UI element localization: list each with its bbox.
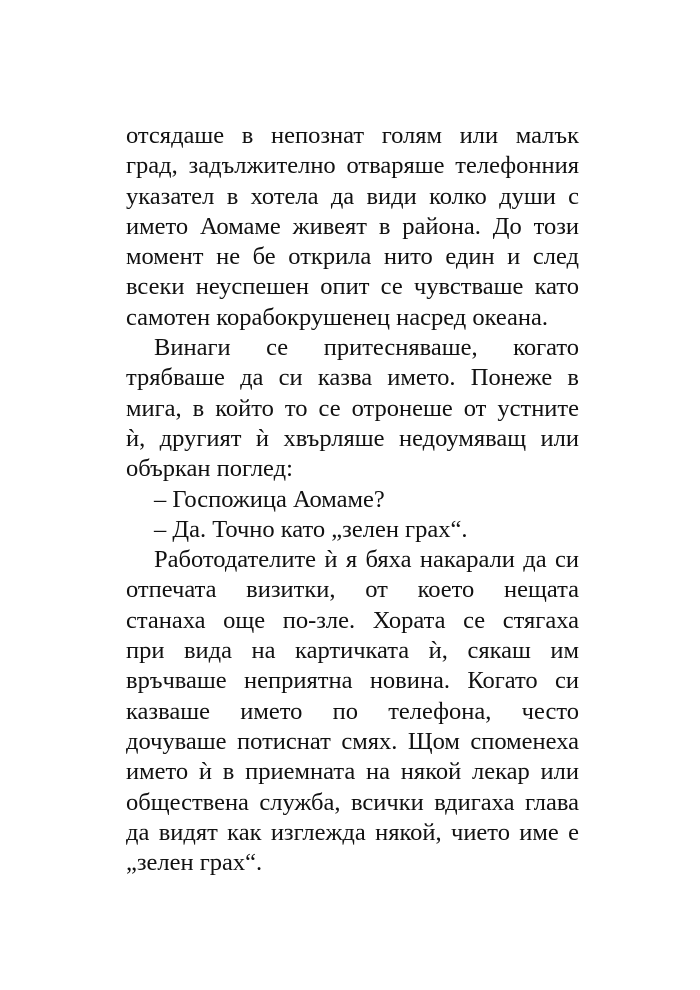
text-line: връчваше неприятна новина. Когато си bbox=[126, 667, 579, 695]
text-line: станаха още по-зле. Хората се стягаха bbox=[126, 606, 579, 634]
text-line: отсядаше в непознат голям или малък bbox=[126, 122, 579, 149]
text-line: при вида на картичката ѝ, сякаш им bbox=[126, 637, 579, 665]
body-text bbox=[126, 121, 579, 878]
text-line: град, задължително отваряше телефонния bbox=[126, 152, 579, 180]
text-line: указател в хотела да види колко души с bbox=[126, 182, 579, 210]
text-line: дочуваше потиснат смях. Щом споменеха bbox=[126, 727, 579, 755]
text-line: да видят как изглежда някой, чието име е bbox=[126, 818, 579, 846]
text-line: името Аомаме живеят в района. До този bbox=[126, 212, 579, 240]
text-line: името ѝ в приемната на някой лекар или bbox=[126, 758, 579, 786]
text-line: Работодателите ѝ я бяха накарали да си bbox=[154, 546, 579, 574]
text-line: трябваше да си казва името. Понеже в bbox=[126, 364, 579, 392]
text-line: „зелен грах“. bbox=[126, 849, 263, 877]
text-line: обществена служба, всички вдигаха глава bbox=[126, 788, 579, 816]
text-line: мига, в който то се отронеше от устните bbox=[126, 394, 579, 422]
text-line: отпечата визитки, от което нещата bbox=[126, 576, 579, 604]
text-line: всеки неуспешен опит се чувстваше като bbox=[126, 273, 579, 301]
text-line: объркан поглед: bbox=[126, 455, 293, 483]
text-line: Винаги се притесняваше, когато bbox=[154, 334, 579, 362]
text-line: казваше името по телефона, често bbox=[126, 697, 579, 725]
text-line: – Госпожица Аомаме? bbox=[154, 485, 385, 513]
text-line: – Да. Точно като „зелен грах“. bbox=[154, 515, 468, 543]
text-line: момент не бе открила нито един и след bbox=[126, 243, 579, 271]
text-line: самотен корабокрушенец насред океана. bbox=[126, 303, 549, 331]
text-line: ѝ, другият ѝ хвърляше недоумяващ или bbox=[126, 424, 579, 452]
